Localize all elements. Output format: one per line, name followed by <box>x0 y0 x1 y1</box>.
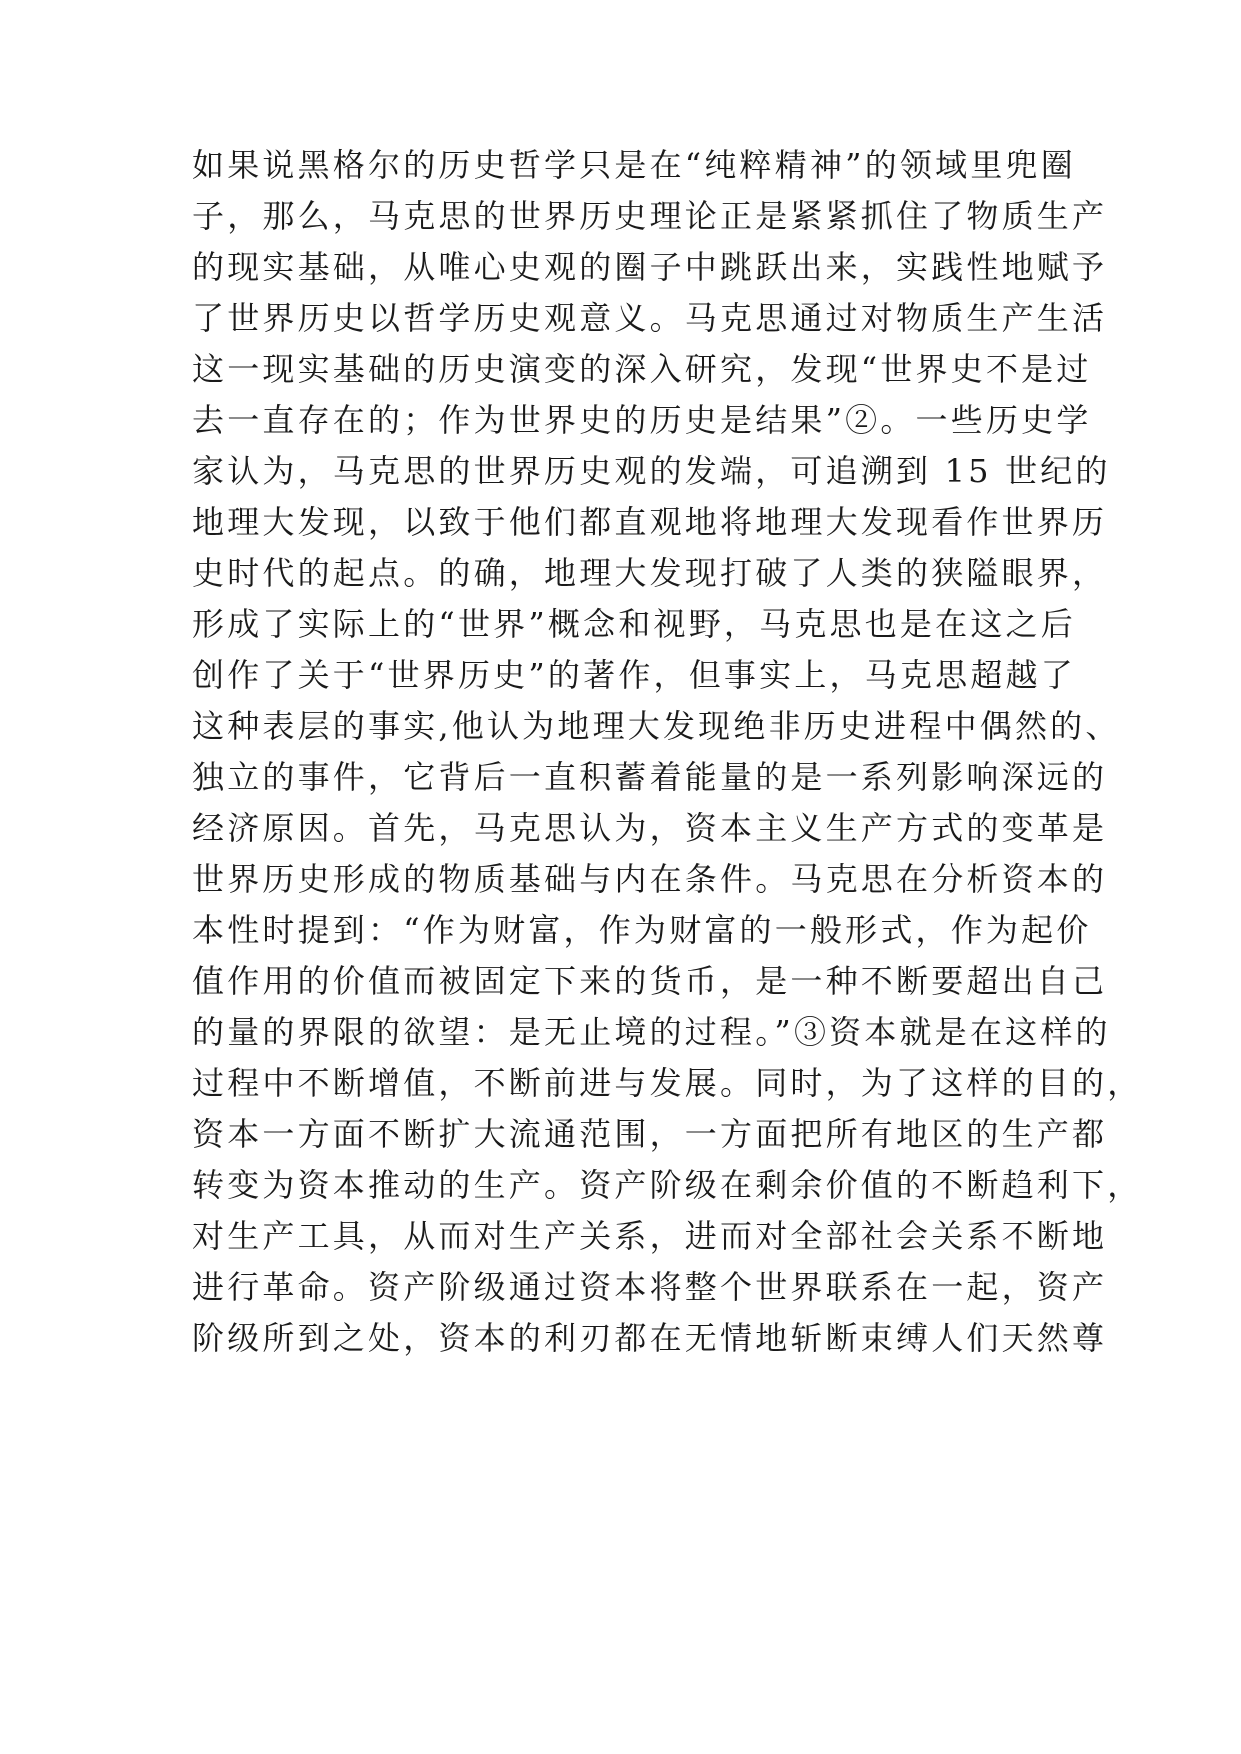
text-line: 史时代的起点。的确，地理大发现打破了人类的狭隘眼界， <box>192 554 1108 592</box>
text-line: 转变为资本推动的生产。资产阶级在剩余价值的不断趋利下， <box>192 1166 1143 1204</box>
text-line: 经济原因。首先，马克思认为，资本主义生产方式的变革是 <box>192 809 1108 847</box>
text-line: 创作了关于“世界历史”的著作，但事实上，马克思超越了 <box>192 656 1076 694</box>
text-line: 本性时提到：“作为财富，作为财富的一般形式，作为起价 <box>192 911 1092 949</box>
text-line: 形成了实际上的“世界”概念和视野，马克思也是在这之后 <box>192 605 1076 643</box>
body-paragraph <box>192 140 1143 1364</box>
text-line: 这一现实基础的历史演变的深入研究，发现“世界史不是过 <box>192 350 1092 388</box>
text-line: 资本一方面不断扩大流通范围，一方面把所有地区的生产都 <box>192 1115 1108 1153</box>
text-line: 过程中不断增值，不断前进与发展。同时，为了这样的目的， <box>192 1064 1143 1102</box>
text-line: 了世界历史以哲学历史观意义。马克思通过对物质生产生活 <box>192 299 1108 337</box>
text-line: 如果说黑格尔的历史哲学只是在“纯粹精神”的领域里兜圈 <box>192 146 1076 184</box>
text-line: 独立的事件，它背后一直积蓄着能量的是一系列影响深远的 <box>192 758 1108 796</box>
text-line: 对生产工具，从而对生产关系，进而对全部社会关系不断地 <box>192 1217 1108 1255</box>
text-line: 的量的界限的欲望：是无止境的过程。”③资本就是在这样的 <box>192 1013 1111 1051</box>
text-line: 进行革命。资产阶级通过资本将整个世界联系在一起，资产 <box>192 1268 1108 1306</box>
text-line: 的现实基础，从唯心史观的圈子中跳跃出来，实践性地赋予 <box>192 248 1108 286</box>
text-line: 阶级所到之处，资本的利刃都在无情地斩断束缚人们天然尊 <box>192 1319 1108 1357</box>
text-line: 这种表层的事实,他认为地理大发现绝非历史进程中偶然的、 <box>192 707 1121 745</box>
text-line: 值作用的价值而被固定下来的货币，是一种不断要超出自己 <box>192 962 1108 1000</box>
text-line: 世界历史形成的物质基础与内在条件。马克思在分析资本的 <box>192 860 1108 898</box>
text-line: 去一直存在的；作为世界史的历史是结果”②。一些历史学 <box>192 401 1092 439</box>
text-line: 家认为，马克思的世界历史观的发端，可追溯到 15 世纪的 <box>192 452 1111 490</box>
text-line: 子，那么，马克思的世界历史理论正是紧紧抓住了物质生产 <box>192 197 1108 235</box>
text-line: 地理大发现，以致于他们都直观地将地理大发现看作世界历 <box>192 503 1108 541</box>
